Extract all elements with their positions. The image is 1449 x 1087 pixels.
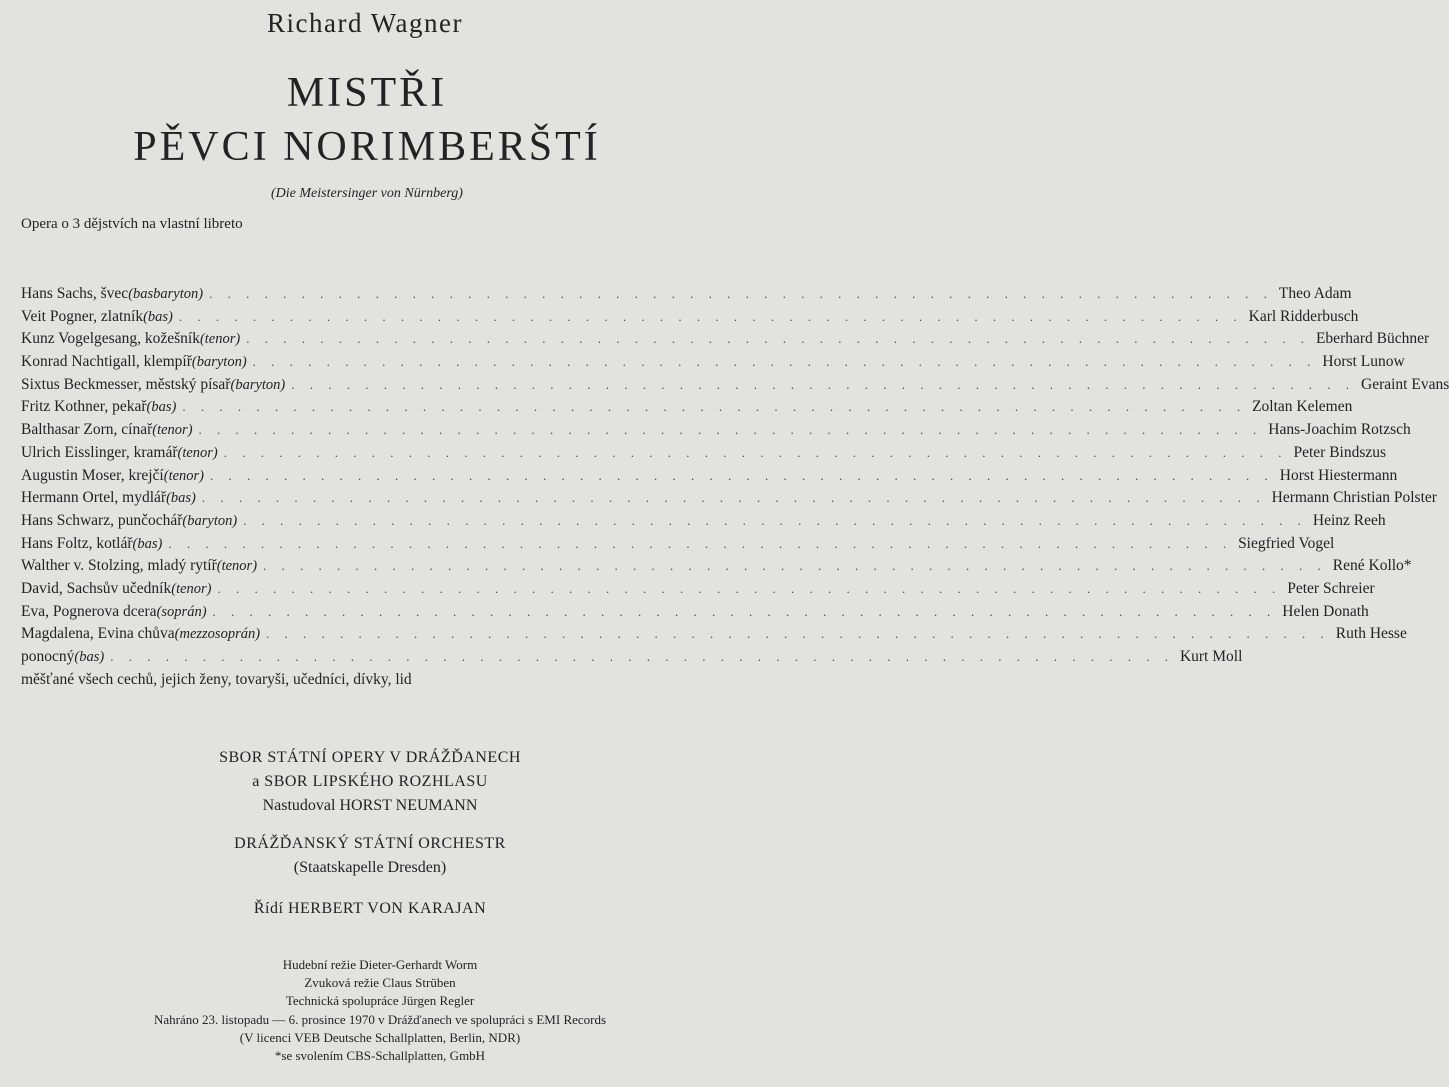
voice-type: (mezzosoprán) bbox=[174, 626, 261, 643]
leader-dots: . . . . . . . . . . . . . . . . . . . . . . . . . . . . . . . . . . . . . . . . . . . . . . . . . . . . . . . . . . bbox=[291, 376, 1355, 392]
orchestra-block bbox=[0, 832, 740, 880]
cast-row bbox=[21, 466, 1398, 490]
credit-line: Zvuková režie Claus Strüben bbox=[304, 975, 456, 991]
singer-name: Zoltan Kelemen bbox=[1252, 398, 1353, 416]
singer-name: Hans-Joachim Rotzsch bbox=[1268, 421, 1411, 439]
credit-line: Nahráno 23. listopadu — 6. prosince 1970 v Drážďanech ve spolupráci s EMI Records bbox=[153, 1011, 607, 1027]
singer-name: Theo Adam bbox=[1278, 285, 1352, 302]
voice-type: (bas) bbox=[143, 308, 173, 325]
voice-type: (bas) bbox=[74, 649, 105, 665]
voice-type: (bas) bbox=[146, 399, 177, 416]
singer-name: Kurt Moll bbox=[1179, 648, 1243, 665]
singer-name: Ruth Hesse bbox=[1335, 625, 1407, 643]
composer-name: Richard Wagner bbox=[266, 8, 463, 38]
role-name: Balthasar Zorn, cínař bbox=[21, 421, 153, 439]
conductor: Řídí HERBERT VON KARAJAN bbox=[253, 900, 487, 917]
role-name: Hermann Ortel, mydlář bbox=[21, 489, 167, 507]
singer-name: Eberhard Büchner bbox=[1315, 330, 1430, 348]
cast-row bbox=[21, 330, 1430, 353]
role-name: Ulrich Eisslinger, kramář bbox=[21, 443, 178, 461]
role-name: Kunz Vogelgesang, kožešník bbox=[21, 330, 200, 348]
cast-row bbox=[21, 625, 1407, 648]
cast-row bbox=[21, 511, 1386, 535]
orchestra-name: DRÁŽĎANSKÝ STÁTNÍ ORCHESTR bbox=[234, 835, 506, 852]
leader-dots: . . . . . . . . . . . . . . . . . . . . . . . . . . . . . . . . . . . . . . . . . . . . . . . . . . . . . . . . . . bbox=[223, 444, 1288, 460]
voice-type: (tenor) bbox=[163, 467, 204, 484]
conductor-block bbox=[0, 897, 740, 921]
singer-name: Horst Lunow bbox=[1322, 353, 1405, 371]
leader-dots: . . . . . . . . . . . . . . . . . . . . . . . . . . . . . . . . . . . . . . . . . . . . . . . . . . . . . . . . . . bbox=[178, 308, 1243, 324]
leader-dots: . . . . . . . . . . . . . . . . . . . . . . . . . . . . . . . . . . . . . . . . . . . . . . . . . . . . . . . . . . bbox=[263, 558, 1327, 574]
role-name: Fritz Kothner, pekař bbox=[21, 398, 147, 416]
role-name: David, Sachsův učedník bbox=[21, 579, 172, 597]
singer-name: Hermann Christian Polster bbox=[1271, 489, 1437, 507]
choir-block bbox=[0, 746, 740, 818]
role-name: Eva, Pognerova dcera bbox=[21, 602, 157, 620]
role-name: Hans Foltz, kotlář bbox=[21, 534, 133, 552]
opera-title-line1: MISTŘI bbox=[286, 70, 448, 116]
leader-dots: . . . . . . . . . . . . . . . . . . . . . . . . . . . . . . . . . . . . . . . . . . . . . . . . . . . . . . . . . . bbox=[198, 422, 1263, 438]
role-name: Magdalena, Evina chůva bbox=[21, 625, 175, 643]
voice-type: (baryton) bbox=[191, 354, 247, 371]
singer-name: Helen Donath bbox=[1282, 602, 1369, 620]
voice-type: (tenor) bbox=[199, 331, 241, 348]
voice-type: (bas) bbox=[166, 490, 196, 507]
original-title: (Die Meistersinger von Nürnberg) bbox=[271, 186, 463, 201]
leader-dots: . . . . . . . . . . . . . . . . . . . . . . . . . . . . . . . . . . . . . . . . . . . . . . . . . . . . . . . . . . bbox=[110, 649, 1174, 664]
voice-type: (baryton) bbox=[230, 376, 286, 393]
singer-name: Karl Ridderbusch bbox=[1248, 307, 1359, 325]
singer-name: Peter Schreier bbox=[1287, 579, 1375, 597]
voice-type: (soprán) bbox=[156, 603, 207, 620]
role-name: Hans Schwarz, punčochář bbox=[21, 511, 183, 529]
cast-row bbox=[21, 602, 1369, 626]
voice-type: (basbaryton) bbox=[128, 286, 204, 302]
leader-dots: . . . . . . . . . . . . . . . . . . . . . . . . . . . . . . . . . . . . . . . . . . . . . . . . . . . . . . . . . . bbox=[168, 535, 1233, 551]
choir-line1: SBOR STÁTNÍ OPERY V DRÁŽĎANECH bbox=[219, 749, 521, 766]
leader-dots: . . . . . . . . . . . . . . . . . . . . . . . . . . . . . . . . . . . . . . . . . . . . . . . . . . . . . . . . . . bbox=[201, 490, 1266, 506]
cast-row bbox=[21, 375, 1449, 399]
singer-name: Heinz Reeh bbox=[1312, 511, 1386, 529]
role-name: Walther v. Stolzing, mladý rytíř bbox=[21, 557, 217, 575]
leader-dots: . . . . . . . . . . . . . . . . . . . . . . . . . . . . . . . . . . . . . . . . . . . . . . . . . . . . . . . . . . bbox=[182, 399, 1247, 415]
chorus-master: Nastudoval HORST NEUMANN bbox=[262, 797, 478, 814]
voice-type: (bas) bbox=[132, 535, 163, 552]
cast-row bbox=[21, 398, 1353, 421]
production-credits bbox=[0, 956, 760, 1065]
singer-name: René Kollo* bbox=[1332, 557, 1412, 575]
leader-dots: . . . . . . . . . . . . . . . . . . . . . . . . . . . . . . . . . . . . . . . . . . . . . . . . . . . . . . . . . . bbox=[252, 354, 1317, 370]
singer-name: Siegfried Vogel bbox=[1238, 534, 1335, 552]
cast-row bbox=[21, 285, 1352, 308]
credit-line: (V licenci VEB Deutsche Schallplatten, Berlin, NDR) bbox=[239, 1029, 521, 1045]
cast-row bbox=[21, 579, 1375, 603]
voice-type: (tenor) bbox=[177, 444, 218, 461]
cast-row bbox=[21, 489, 1437, 512]
singer-name: Horst Hiestermann bbox=[1279, 466, 1398, 484]
cast-row bbox=[21, 648, 1243, 671]
opera-description: Opera o 3 dějstvích na vlastní libreto bbox=[21, 216, 243, 232]
opera-title-line2: PĚVCI NORIMBERŠTÍ bbox=[133, 124, 601, 170]
singer-name: Peter Bindszus bbox=[1293, 443, 1387, 461]
leader-dots: . . . . . . . . . . . . . . . . . . . . . . . . . . . . . . . . . . . . . . . . . . . . . . . . . . . . . . . . . . bbox=[246, 331, 1310, 347]
role-name: ponocný bbox=[21, 648, 75, 665]
leader-dots: . . . . . . . . . . . . . . . . . . . . . . . . . . . . . . . . . . . . . . . . . . . . . . . . . . . . . . . . . . bbox=[217, 580, 1282, 596]
choir-line2: a SBOR LIPSKÉHO ROZHLASU bbox=[252, 773, 488, 790]
role-name: Augustin Moser, krejčí bbox=[21, 466, 164, 484]
credit-line: Technická spolupráce Jürgen Regler bbox=[285, 993, 475, 1009]
leader-dots: . . . . . . . . . . . . . . . . . . . . . . . . . . . . . . . . . . . . . . . . . . . . . . . . . . . . . . . . . . bbox=[212, 603, 1277, 619]
voice-type: (baryton) bbox=[182, 512, 238, 529]
voice-type: (tenor) bbox=[171, 580, 212, 597]
leader-dots: . . . . . . . . . . . . . . . . . . . . . . . . . . . . . . . . . . . . . . . . . . . . . . . . . . . . . . . . . . bbox=[243, 512, 1307, 528]
voice-type: (tenor) bbox=[216, 558, 258, 575]
cast-list bbox=[21, 285, 1449, 693]
role-name: Hans Sachs, švec bbox=[21, 285, 129, 302]
role-name: Konrad Nachtigall, klempíř bbox=[21, 353, 192, 371]
voice-type: (tenor) bbox=[152, 422, 193, 439]
cast-row bbox=[21, 443, 1387, 467]
singer-name: Geraint Evans bbox=[1361, 375, 1449, 393]
leader-dots: . . . . . . . . . . . . . . . . . . . . . . . . . . . . . . . . . . . . . . . . . . . . . . . . . . . . . . . . . . bbox=[209, 286, 1273, 301]
credit-line: *se svolením CBS-Schallplatten, GmbH bbox=[274, 1048, 486, 1064]
leader-dots: . . . . . . . . . . . . . . . . . . . . . . . . . . . . . . . . . . . . . . . . . . . . . . . . . . . . . . . . . . bbox=[210, 467, 1274, 483]
role-name: Veit Pogner, zlatník bbox=[21, 307, 144, 325]
cast-row bbox=[21, 421, 1411, 444]
role-name: Sixtus Beckmesser, městský písař bbox=[21, 375, 231, 393]
chorus-description: měšťané všech cechů, jejich ženy, tovaryši, učedníci, dívky, lid bbox=[21, 670, 412, 688]
credit-line: Hudební režie Dieter-Gerhardt Worm bbox=[282, 957, 478, 972]
leader-dots: . . . . . . . . . . . . . . . . . . . . . . . . . . . . . . . . . . . . . . . . . . . . . . . . . . . . . . . . . . bbox=[266, 626, 1330, 642]
cast-row bbox=[21, 534, 1335, 558]
cast-row bbox=[21, 307, 1359, 331]
cast-row bbox=[21, 353, 1405, 376]
orchestra-alt-name: (Staatskapelle Dresden) bbox=[293, 859, 447, 876]
cast-row bbox=[21, 557, 1412, 580]
